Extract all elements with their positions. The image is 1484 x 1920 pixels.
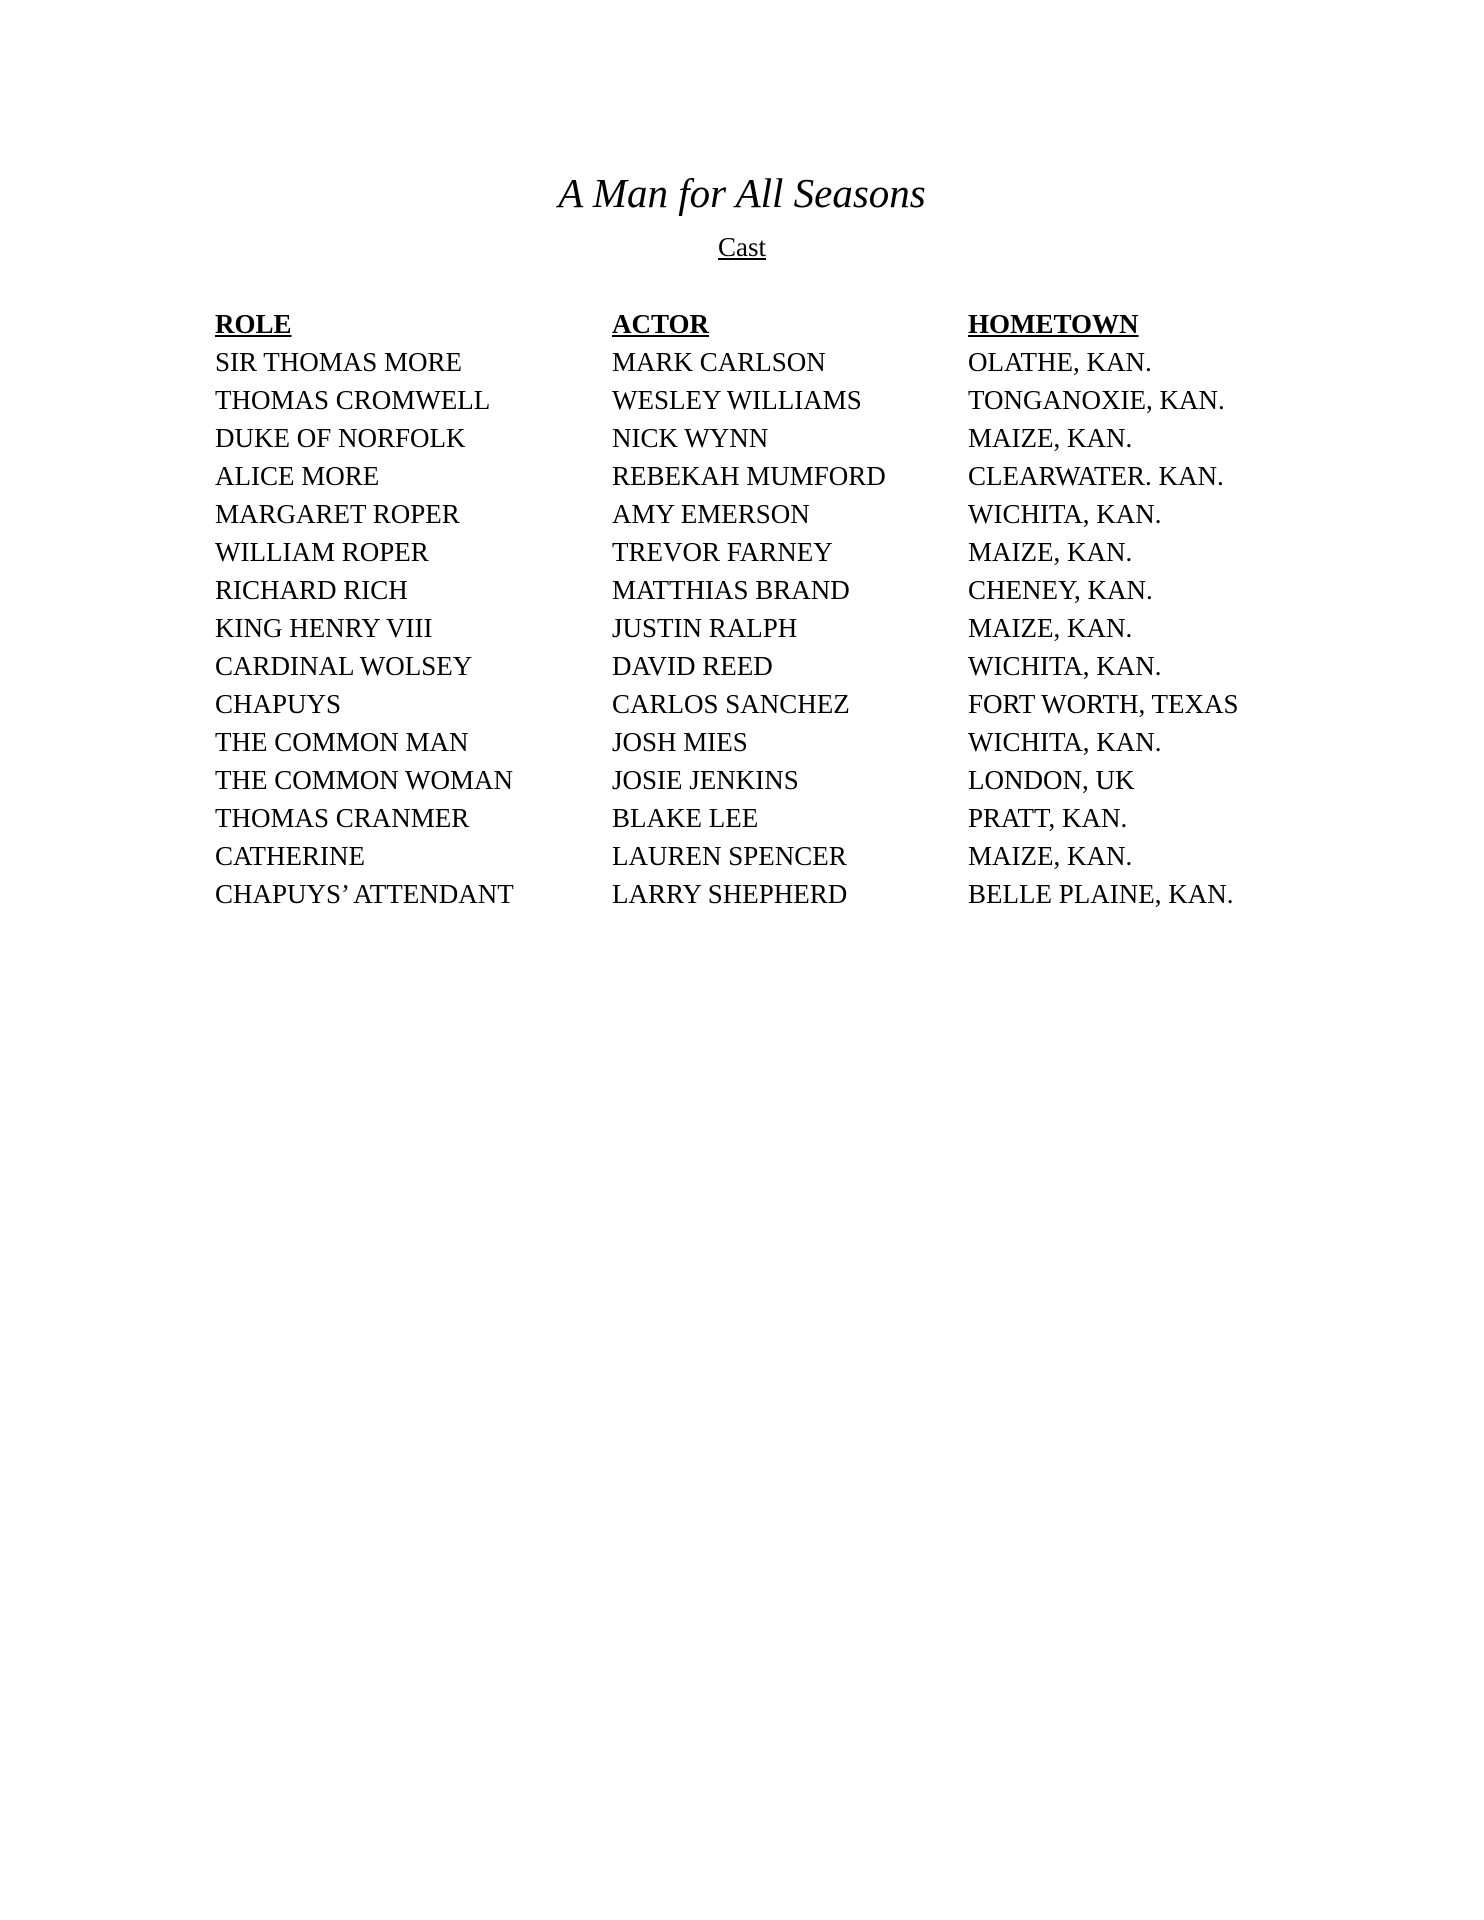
table-header-row: [215, 305, 1298, 343]
column-header-hometown: HOMETOWN: [968, 309, 1139, 339]
role-cell: DUKE OF NORFOLK: [215, 423, 466, 453]
column-header-role: ROLE: [215, 309, 292, 339]
role-cell: THOMAS CRANMER: [215, 803, 470, 833]
table-row: [215, 799, 1298, 837]
role-cell: THE COMMON WOMAN: [215, 765, 514, 795]
table-row: [215, 533, 1298, 571]
hometown-cell: MAIZE, KAN.: [968, 537, 1133, 567]
hometown-cell: MAIZE, KAN.: [968, 613, 1133, 643]
actor-cell: REBEKAH MUMFORD: [612, 461, 886, 491]
actor-cell: NICK WYNN: [612, 423, 769, 453]
actor-cell: CARLOS SANCHEZ: [612, 689, 850, 719]
table-row: [215, 609, 1298, 647]
hometown-cell: CHENEY, KAN.: [968, 575, 1153, 605]
role-cell: CHAPUYS’ ATTENDANT: [215, 879, 514, 909]
actor-cell: BLAKE LEE: [612, 803, 759, 833]
table-row: [215, 723, 1298, 761]
actor-cell: LARRY SHEPHERD: [612, 879, 848, 909]
table-row: [215, 343, 1298, 381]
table-row: [215, 457, 1298, 495]
table-row: [215, 495, 1298, 533]
page-subtitle: Cast: [717, 232, 766, 262]
table-row: [215, 875, 1298, 913]
hometown-cell: FORT WORTH, TEXAS: [968, 689, 1239, 719]
role-cell: CARDINAL WOLSEY: [215, 651, 473, 681]
hometown-cell: WICHITA, KAN.: [968, 499, 1162, 529]
table-row: [215, 381, 1298, 419]
page-title: A Man for All Seasons: [558, 170, 926, 216]
actor-cell: JOSH MIES: [612, 727, 748, 757]
hometown-cell: WICHITA, KAN.: [968, 727, 1162, 757]
hometown-cell: CLEARWATER. KAN.: [968, 461, 1224, 491]
role-cell: MARGARET ROPER: [215, 499, 460, 529]
hometown-cell: TONGANOXIE, KAN.: [968, 385, 1225, 415]
hometown-cell: LONDON, UK: [968, 765, 1135, 795]
table-row: [215, 685, 1298, 723]
actor-cell: TREVOR FARNEY: [612, 537, 833, 567]
role-cell: KING HENRY VIII: [215, 613, 433, 643]
table-row: [215, 647, 1298, 685]
hometown-cell: MAIZE, KAN.: [968, 423, 1133, 453]
actor-cell: WESLEY WILLIAMS: [612, 385, 862, 415]
hometown-cell: OLATHE, KAN.: [968, 347, 1152, 377]
role-cell: THE COMMON MAN: [215, 727, 469, 757]
actor-cell: MATTHIAS BRAND: [612, 575, 850, 605]
table-row: [215, 419, 1298, 457]
cast-table: [215, 305, 1298, 913]
role-cell: CHAPUYS: [215, 689, 342, 719]
actor-cell: MARK CARLSON: [612, 347, 826, 377]
actor-cell: LAUREN SPENCER: [612, 841, 847, 871]
role-cell: CATHERINE: [215, 841, 365, 871]
hometown-cell: MAIZE, KAN.: [968, 841, 1133, 871]
role-cell: WILLIAM ROPER: [215, 537, 429, 567]
actor-cell: JUSTIN RALPH: [612, 613, 798, 643]
column-header-actor: ACTOR: [612, 309, 710, 339]
hometown-cell: PRATT, KAN.: [968, 803, 1128, 833]
role-cell: SIR THOMAS MORE: [215, 347, 463, 377]
actor-cell: JOSIE JENKINS: [612, 765, 799, 795]
actor-cell: AMY EMERSON: [612, 499, 810, 529]
role-cell: THOMAS CROMWELL: [215, 385, 491, 415]
role-cell: RICHARD RICH: [215, 575, 408, 605]
table-row: [215, 571, 1298, 609]
role-cell: ALICE MORE: [215, 461, 380, 491]
hometown-cell: WICHITA, KAN.: [968, 651, 1162, 681]
table-row: [215, 761, 1298, 799]
table-row: [215, 837, 1298, 875]
hometown-cell: BELLE PLAINE, KAN.: [968, 879, 1234, 909]
actor-cell: DAVID REED: [612, 651, 773, 681]
